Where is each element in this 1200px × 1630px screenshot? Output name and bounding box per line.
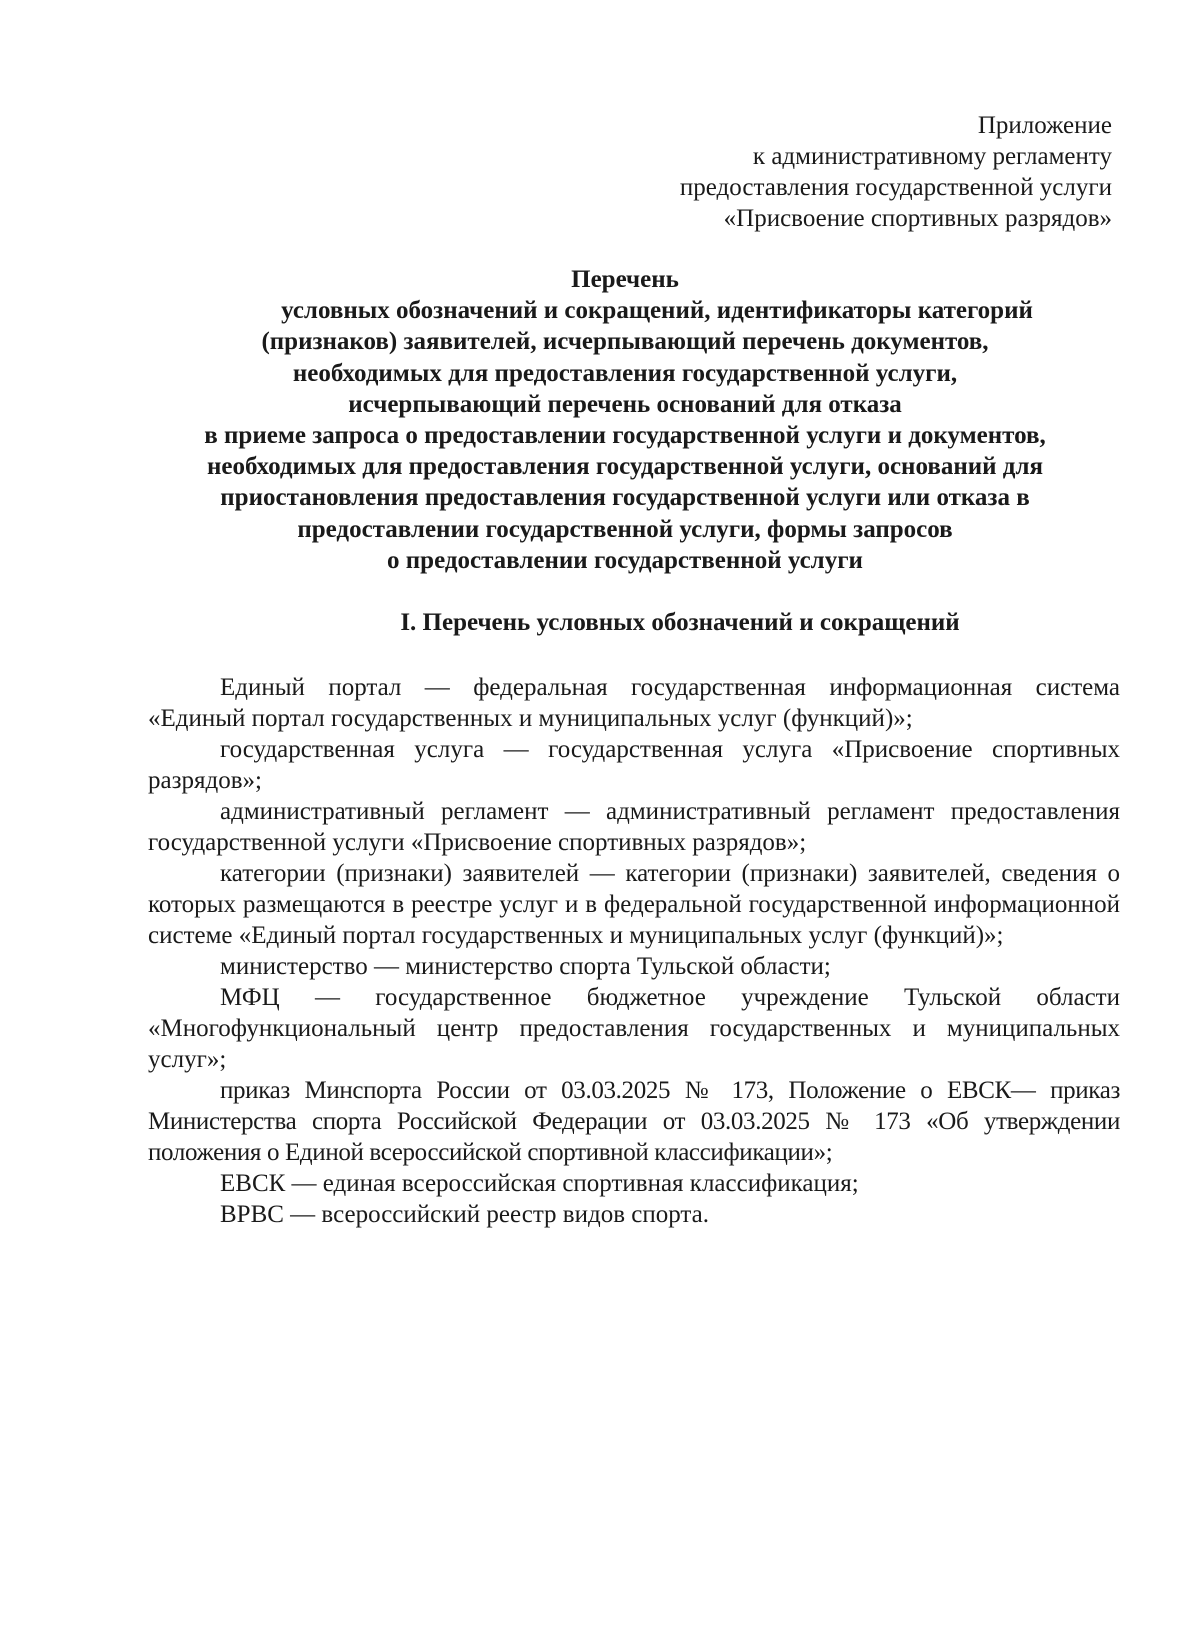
definition-paragraph: ВРВС — всероссийский реестр видов спорта. bbox=[220, 1201, 709, 1228]
appendix-line: Приложение bbox=[977, 112, 1112, 139]
appendix-line: к административному регламенту bbox=[752, 143, 1112, 170]
definition-paragraph: приказ Минспорта России от 03.03.2025 № 173, Положение о ЕВСК— приказ Министерства спорта Российской Федерации от 03.03.2025 № 173 «Об утверждении положения о Единой всероссийской спортивной классификации»; bbox=[148, 1077, 1120, 1166]
title-line: (признаков) заявителей, исчерпывающий перечень документов, bbox=[261, 328, 989, 356]
definition-paragraph: МФЦ — государственное бюджетное учреждение Тульской области «Многофункциональный центр предоставления государственных и муниципальных услуг»; bbox=[148, 984, 1120, 1073]
title-line: о предоставлении государственной услуги bbox=[387, 546, 863, 574]
document-title bbox=[130, 264, 1120, 576]
definitions-list bbox=[148, 672, 1120, 1230]
appendix-line: предоставления государственной услуги bbox=[679, 174, 1112, 201]
definition-paragraph: Единый портал — федеральная государственная информационная система «Единый портал государственных и муниципальных услуг (функций)»; bbox=[148, 674, 1120, 732]
definition-paragraph: государственная услуга — государственная услуга «Присвоение спортивных разрядов»; bbox=[148, 736, 1120, 794]
definition-paragraph: министерство — министерство спорта Тульской области; bbox=[220, 953, 831, 980]
definition-paragraph: категории (признаки) заявителей — категории (признаки) заявителей, сведения о которых размещаются в реестре услуг и в федеральной государственной информационной системе «Единый портал государственных и муниципальных услуг (функций)»; bbox=[148, 860, 1120, 949]
title-line: необходимых для предоставления государственной услуги, bbox=[292, 359, 958, 387]
title-line: необходимых для предоставления государственной услуги, оснований для bbox=[206, 453, 1043, 481]
section-heading: I. Перечень условных обозначений и сокращений bbox=[400, 609, 960, 636]
title-line: Перечень bbox=[571, 266, 679, 293]
title-line: в приеме запроса о предоставлении государственной услуги и документов, bbox=[204, 422, 1046, 450]
appendix-header bbox=[552, 110, 1112, 234]
title-line: исчерпывающий перечень оснований для отказа bbox=[348, 390, 902, 418]
appendix-line: «Присвоение спортивных разрядов» bbox=[723, 205, 1112, 232]
definition-paragraph: административный регламент — административный регламент предоставления государственной услуги «Присвоение спортивных разрядов»; bbox=[148, 798, 1120, 856]
definition-paragraph: ЕВСК — единая всероссийская спортивная классификация; bbox=[220, 1170, 859, 1197]
title-line: приостановления предоставления государственной услуги или отказа в bbox=[220, 484, 1030, 512]
title-line: предоставлении государственной услуги, формы запросов bbox=[297, 515, 953, 543]
title-line: условных обозначений и сокращений, идентификаторы категорий bbox=[281, 297, 1033, 325]
